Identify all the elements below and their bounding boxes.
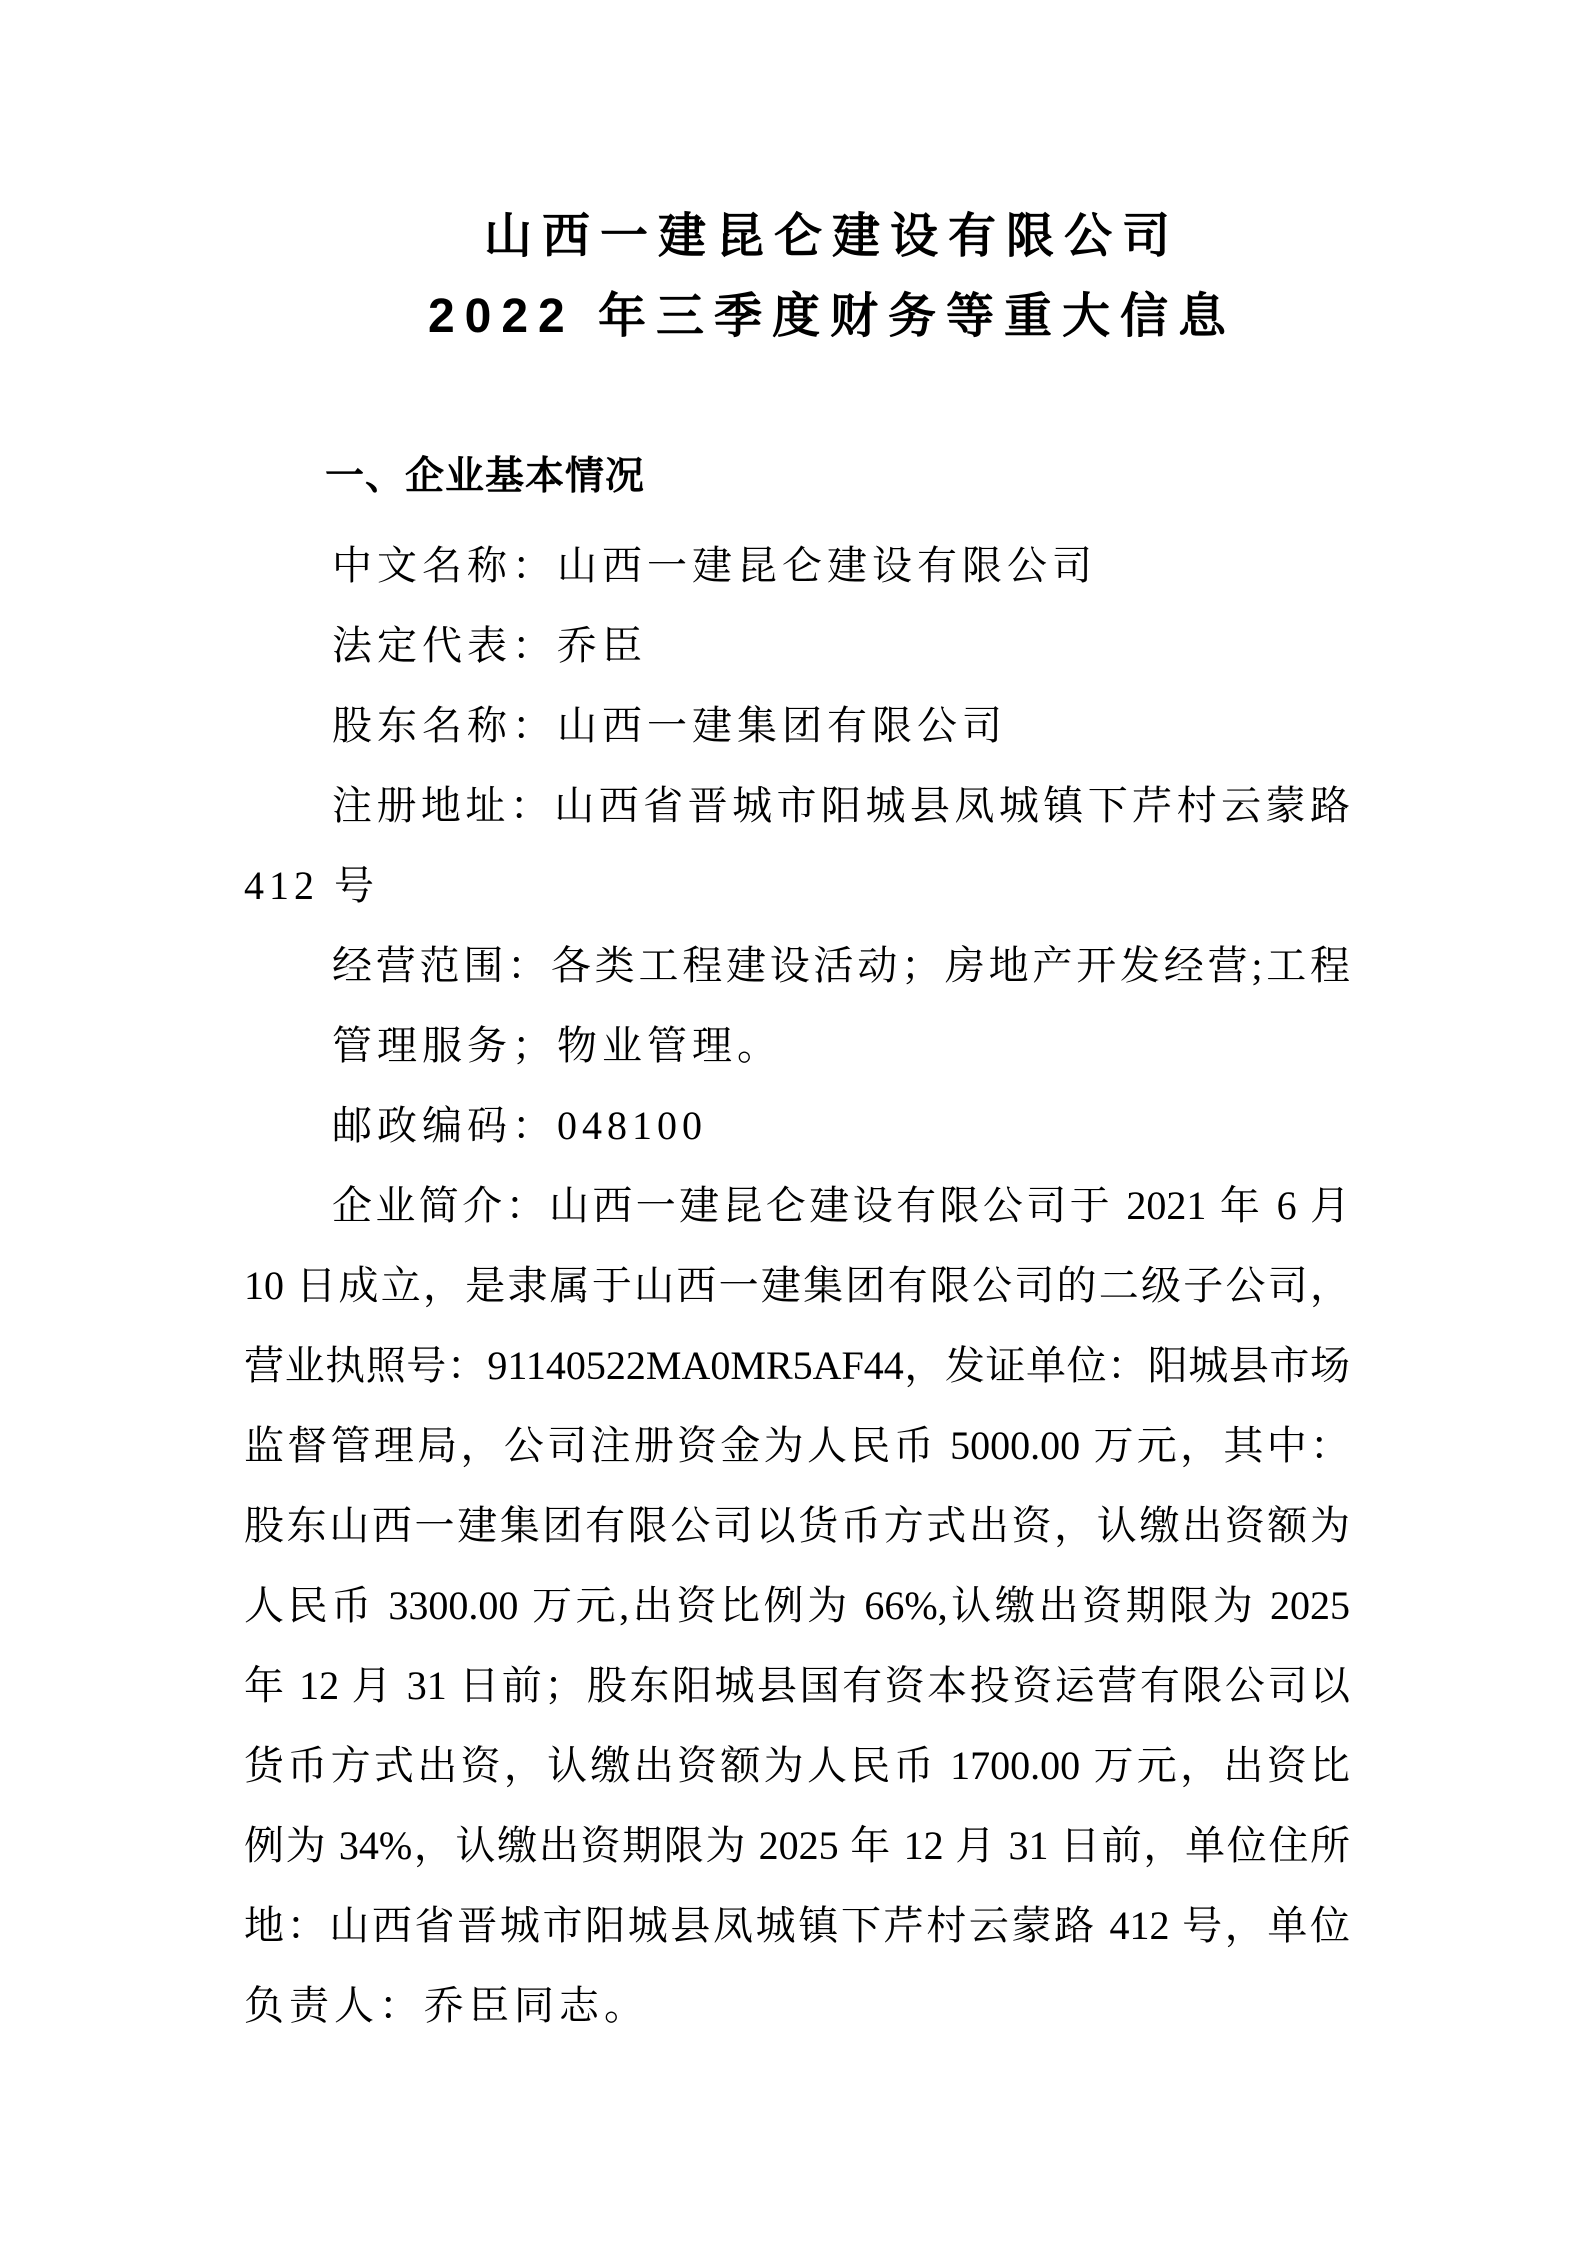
body-line: 股东名称：山西一建集团有限公司 [332,703,1007,748]
body-line: 负责人：乔臣同志。 [244,1983,649,2028]
document-title [244,197,1350,357]
title-line-2: 2022 年三季度财务等重大信息 [427,290,1237,343]
body-line: 10 日成立，是隶属于山西一建集团有限公司的二级子公司， [244,1263,1350,1308]
body-line: 货币方式出资，认缴出资额为人民币 1700.00 万元，出资比 [244,1743,1350,1788]
body-line: 管理服务；物业管理。 [332,1023,782,1068]
body-line: 法定代表：乔臣 [332,623,647,668]
body-line: 例为 34%，认缴出资期限为 2025 年 12 月 31 日前，单位住所 [244,1823,1350,1868]
body-line: 监督管理局，公司注册资金为人民币 5000.00 万元，其中： [244,1423,1350,1468]
body-line: 经营范围：各类工程建设活动；房地产开发经营;工程 [332,943,1350,988]
body-line: 注册地址：山西省晋城市阳城县凤城镇下芹村云蒙路 [332,783,1350,828]
body-line: 地：山西省晋城市阳城县凤城镇下芹村云蒙路 412 号，单位 [244,1903,1350,1948]
body-line: 年 12 月 31 日前；股东阳城县国有资本投资运营有限公司以 [244,1663,1350,1708]
body-line: 412 号 [244,863,379,908]
document-body [244,526,1350,2046]
section-heading: 一、企业基本情况 [325,455,646,498]
body-line: 营业执照号：91140522MA0MR5AF44，发证单位：阳城县市场 [244,1343,1350,1388]
body-line: 中文名称：山西一建昆仑建设有限公司 [332,543,1097,588]
body-line: 邮政编码：048100 [332,1103,707,1148]
title-line-1: 山西一建昆仑建设有限公司 [483,210,1180,263]
body-line: 人民币 3300.00 万元,出资比例为 66%,认缴出资期限为 2025 [244,1583,1350,1628]
body-line: 企业简介：山西一建昆仑建设有限公司于 2021 年 6 月 [332,1183,1350,1228]
body-line: 股东山西一建集团有限公司以货币方式出资，认缴出资额为 [244,1503,1350,1548]
